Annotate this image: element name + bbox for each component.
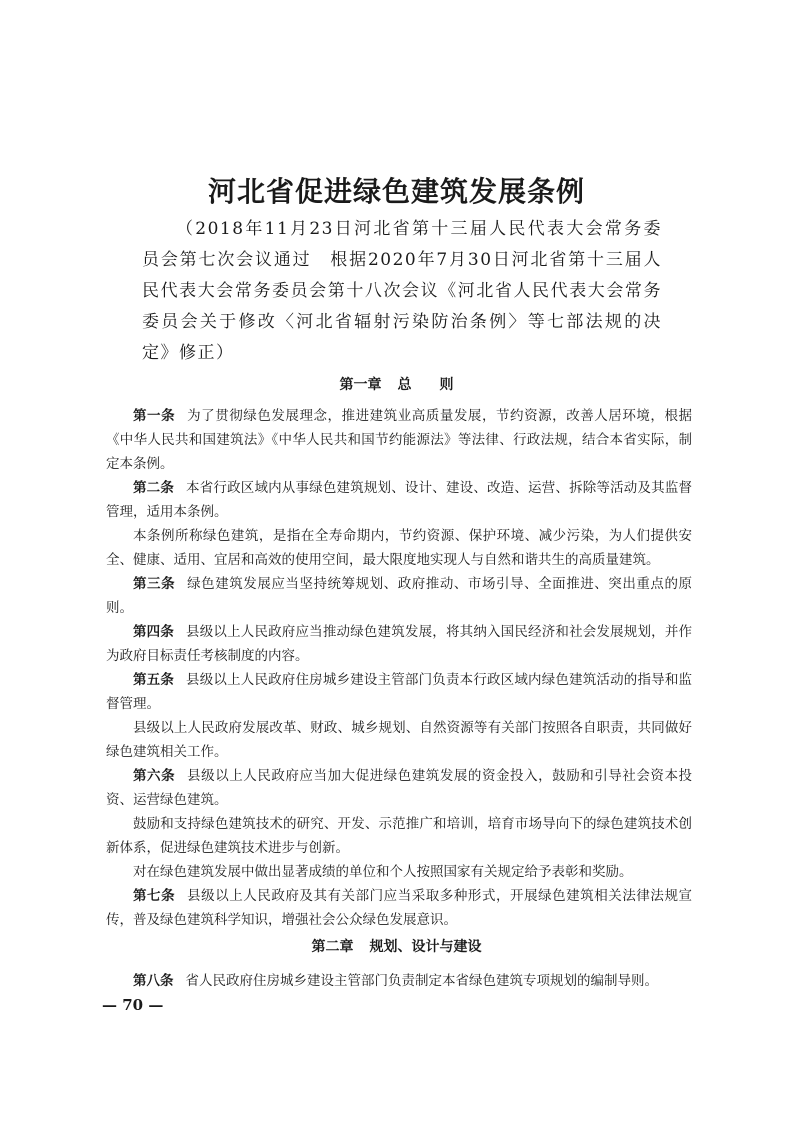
- chapter-heading-1: [0, 374, 793, 394]
- article-label: 第五条: [133, 672, 175, 688]
- article-paragraph: [106, 524, 692, 572]
- article-text: 本省行政区域内从事绿色建筑规划、设计、建设、改造、运营、拆除等活动及其监督管理，适用本条例。: [106, 480, 693, 520]
- article-text: 县级以上人民政府应当加大促进绿色建筑发展的资金投入，鼓励和引导社会资本投资、运营绿色建筑。: [106, 768, 693, 808]
- article-label: 第二条: [133, 480, 175, 496]
- article-paragraph: [106, 764, 692, 812]
- article-label: 第六条: [133, 768, 176, 784]
- article-text: 县级以上人民政府应当推动绿色建筑发展，将其纳入国民经济和社会发展规划，并作为政府目标责任考核制度的内容。: [106, 624, 693, 664]
- article-text: 本条例所称绿色建筑，是指在全寿命期内，节约资源、保护环境、减少污染，为人们提供安全、健康、适用、宜居和高效的使用空间，最大限度地实现人与自然和谐共生的高质量建筑。: [106, 528, 692, 568]
- chapter-number: 第一章: [339, 377, 382, 393]
- article-text: 县级以上人民政府及其有关部门应当采取多种形式，开展绿色建筑相关法律法规宣传，普及绿色建筑科学知识，增强社会公众绿色发展意识。: [106, 888, 693, 928]
- article-paragraph: [106, 476, 692, 524]
- article-paragraph: [106, 404, 692, 476]
- adoption-note: （2018年11月23日河北省第十三届人民代表大会常务委员会第七次会议通过 根据2020年7月30日河北省第十三届人民代表大会常务委员会第十八次会议《河北省人民代表大会常务委员会关于修改〈河北省辐射污染防治条例〉等七部法规的决定》修正）: [142, 219, 662, 363]
- article-label: 第七条: [133, 888, 176, 904]
- article-paragraph: [106, 716, 692, 764]
- page-number: — 70 —: [102, 996, 164, 1014]
- article-paragraph: [106, 860, 692, 884]
- article-text: 县级以上人民政府发展改革、财政、城乡规划、自然资源等有关部门按照各自职责，共同做好绿色建筑相关工作。: [106, 720, 692, 760]
- chapter-number: 第二章: [311, 939, 354, 955]
- article-paragraph: [106, 620, 692, 668]
- article-text: 对在绿色建筑发展中做出显著成绩的单位和个人按照国家有关规定给予表彰和奖励。: [133, 864, 633, 880]
- article-paragraph: [106, 572, 692, 620]
- article-text: 鼓励和支持绿色建筑技术的研究、开发、示范推广和培训，培育市场导向下的绿色建筑技术创新体系，促进绿色建筑技术进步与创新。: [106, 816, 692, 856]
- article-paragraph: [106, 668, 692, 716]
- article-text: 为了贯彻绿色发展理念，推进建筑业高质量发展，节约资源，改善人居环境，根据《中华人民共和国建筑法》《中华人民共和国节约能源法》等法律、行政法规，结合本省实际，制定本条例。: [106, 408, 693, 472]
- article-label: 第三条: [133, 576, 176, 592]
- article-label: 第四条: [133, 624, 175, 640]
- article-label: 第八条: [133, 973, 174, 989]
- article-text: 省人民政府住房城乡建设主管部门负责制定本省绿色建筑专项规划的编制导则。: [185, 973, 658, 989]
- page-title: 河北省促进绿色建筑发展条例: [207, 175, 585, 208]
- article-text: 县级以上人民政府住房城乡建设主管部门负责本行政区域内绿色建筑活动的指导和监督管理。: [106, 672, 693, 712]
- chapter-heading-2: [0, 936, 793, 956]
- articles-body: [106, 404, 692, 932]
- article-paragraph: [106, 812, 692, 860]
- article-paragraph: [106, 969, 692, 993]
- article-text: 绿色建筑发展应当坚持统筹规划、政府推动、市场引导、全面推进、突出重点的原则。: [106, 576, 693, 616]
- article-paragraph: [106, 884, 692, 932]
- chapter-name: 规划、设计与建设: [369, 939, 482, 955]
- article-label: 第一条: [133, 408, 176, 424]
- chapter-name: 总 则: [397, 377, 454, 393]
